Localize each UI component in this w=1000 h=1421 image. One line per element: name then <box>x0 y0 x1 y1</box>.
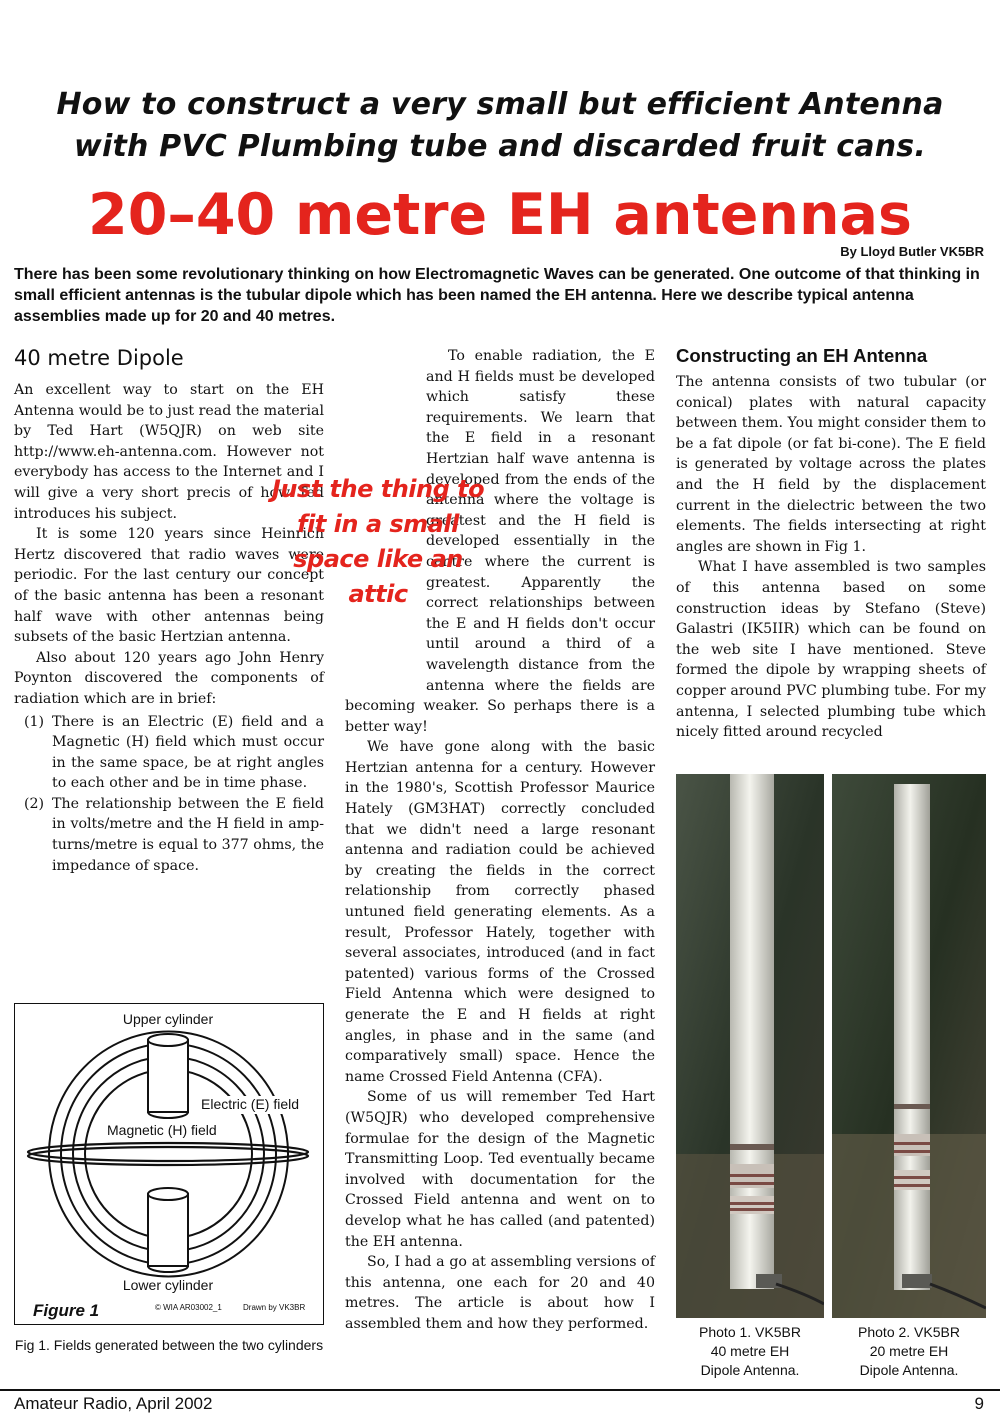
magnetic-ring <box>28 1147 308 1165</box>
field-diagram <box>15 1004 322 1323</box>
figure-1 <box>14 1003 324 1325</box>
pull-quote: Just the thing to fit in a small space like an attic <box>271 475 485 608</box>
photo-1-caption <box>676 1323 824 1380</box>
caption-line: Photo 2. VK5BR <box>858 1324 960 1340</box>
paragraph: Some of us will remember Ted Hart (W5QJR) who developed comprehensive formulae for the design of the Magnetic Transmitting Loop. Ted eventually became involved with documentation for the Crossed Field antenna and went on to develop what he has called (and patented) the EH antenna. <box>345 1089 655 1250</box>
paragraph: An excellent way to start on the EH Antenna would be to just read the material by Ted Hart (W5QJR) on web site http://www.eh-antenna.com. However not everybody has access to the Internet and I will give a very short precis of how Ted introduces his subject. <box>14 382 324 522</box>
photo-2-caption <box>832 1323 986 1380</box>
list-number: (2) <box>24 795 45 812</box>
upper-cylinder-label: Upper cylinder <box>122 1011 214 1027</box>
list-number: (1) <box>24 713 45 730</box>
list-text: There is an Electric (E) field and a Magnetic (H) field which must occur in the same space, be at right angles to each other and be in time phase. <box>52 713 324 792</box>
paragraph: What I have assembled is two samples of this antenna based on some construction ideas by Stefano (Steve) Galastri (IK5IIR) which can be found on the web site I have mentioned. Steve formed the dipole by wrapping sheets of copper around PVC plumbing tube. For my antenna, I selected plumbing tube which nicely fitted around recycled <box>676 559 986 741</box>
caption-line: Photo 1. VK5BR <box>699 1324 801 1340</box>
photo-40m-antenna <box>676 774 824 1318</box>
magnetic-ring <box>28 1143 308 1161</box>
figure-label: Figure 1 <box>33 1301 100 1320</box>
caption-line: Dipole Antenna. <box>700 1362 800 1378</box>
footer-publication: Amateur Radio, April 2002 <box>14 1394 213 1413</box>
list-text: The relationship between the E field in volts/metre and the H field in amp-turns/metre is equal to 377 ohms, the impedance of space. <box>52 795 324 874</box>
caption-line: 40 metre EH <box>710 1343 790 1359</box>
lower-cylinder <box>148 1188 188 1272</box>
paragraph: The antenna consists of two tubular (or conical) plates with natural capacity between them. You might consider them to be a fat dipole (or fat bi-cone). The E field is generated by voltage across the plates and the H field by the displacement current in the dielectric between the two elements. The fields intersecting at right angles are shown in Fig 1. <box>676 374 986 555</box>
paragraph: To enable radiation, the E and H fields must be developed which satisfy these requirements. We learn that the E field in a resonant Hertzian half wave antenna is developed from the ends of the antenna where the voltage is greatest and the H field is developed essentially in the centre where the current is greatest. Apparently the correct relationships between the E and H fields don't occur until around a third of a wavelength distance from the antenna where the fields are becoming weaker. So perhaps there is a better way! <box>345 348 655 735</box>
section-heading-constructing: Constructing an EH Antenna <box>676 345 928 366</box>
paragraph: It is some 120 years since Heinrich Hertz discovered that radio waves were periodic. For the last century our concept of the basic antenna has been a resonant half wave with other antennas being subsets of the basic Hertzian antenna. <box>14 526 324 646</box>
paragraph: We have gone along with the basic Hertzian antenna for a century. However in the 1980's, Scottish Professor Maurice Hately (GM3HAT) correctly concluded that we didn't need a large resonant antenna and radiation could be achieved by creating the fields in the correct relationship from correctly phased untuned field generating elements. As a result, Professor Hately, together with several associates, introduced (and in fact patented) various forms of the Crossed Field Antenna which were designed to generate the E and H fields at right angles, in phase and in the same (and comparatively small) space. Hence the name Crossed Field Antenna (CFA). <box>345 739 655 1085</box>
magnetic-field-label: Magnetic (H) field <box>107 1122 217 1138</box>
electric-field-label: Electric (E) field <box>201 1096 300 1112</box>
list-item <box>14 794 324 876</box>
page-number: 9 <box>974 1394 984 1413</box>
figure-caption: Fig 1. Fields generated between the two cylinders <box>14 1337 324 1353</box>
lower-cylinder-label: Lower cylinder <box>122 1277 214 1293</box>
photo-20m-antenna <box>832 774 986 1318</box>
paragraph: So, I had a go at assembling versions of this antenna, one each for 20 and 40 metres. The article is about how I assembled them and how they performed. <box>345 1254 655 1332</box>
numbered-list <box>14 712 324 877</box>
footer-rule <box>0 1389 1000 1391</box>
section-heading-dipole: 40 metre Dipole <box>14 346 184 370</box>
figure-credit: © WIA AR03002_1 <box>155 1303 222 1312</box>
paragraph: Also about 120 years ago John Henry Poynton discovered the components of radiation which are in brief: <box>14 649 324 707</box>
byline: By Lloyd Butler VK5BR <box>840 244 984 259</box>
caption-line: 20 metre EH <box>869 1343 949 1359</box>
list-item <box>14 712 324 794</box>
intro-paragraph: There has been some revolutionary thinking on how Electromagnetic Waves can be generated. One outcome of that thinking in small efficient antennas is the tubular dipole which has been named the EH antenna. Here we describe typical antenna assemblies made up for 20 and 40 metres. <box>14 266 980 325</box>
headline: 20–40 metre EH antennas <box>88 182 912 248</box>
figure-credit-drawn: Drawn by VK3BR <box>243 1303 306 1312</box>
caption-line: Dipole Antenna. <box>859 1362 959 1378</box>
upper-cylinder <box>148 1034 188 1118</box>
column-3 <box>676 372 986 743</box>
kicker: How to construct a very small but efficient Antenna with PVC Plumbing tube and discarded fruit cans. <box>56 87 944 164</box>
